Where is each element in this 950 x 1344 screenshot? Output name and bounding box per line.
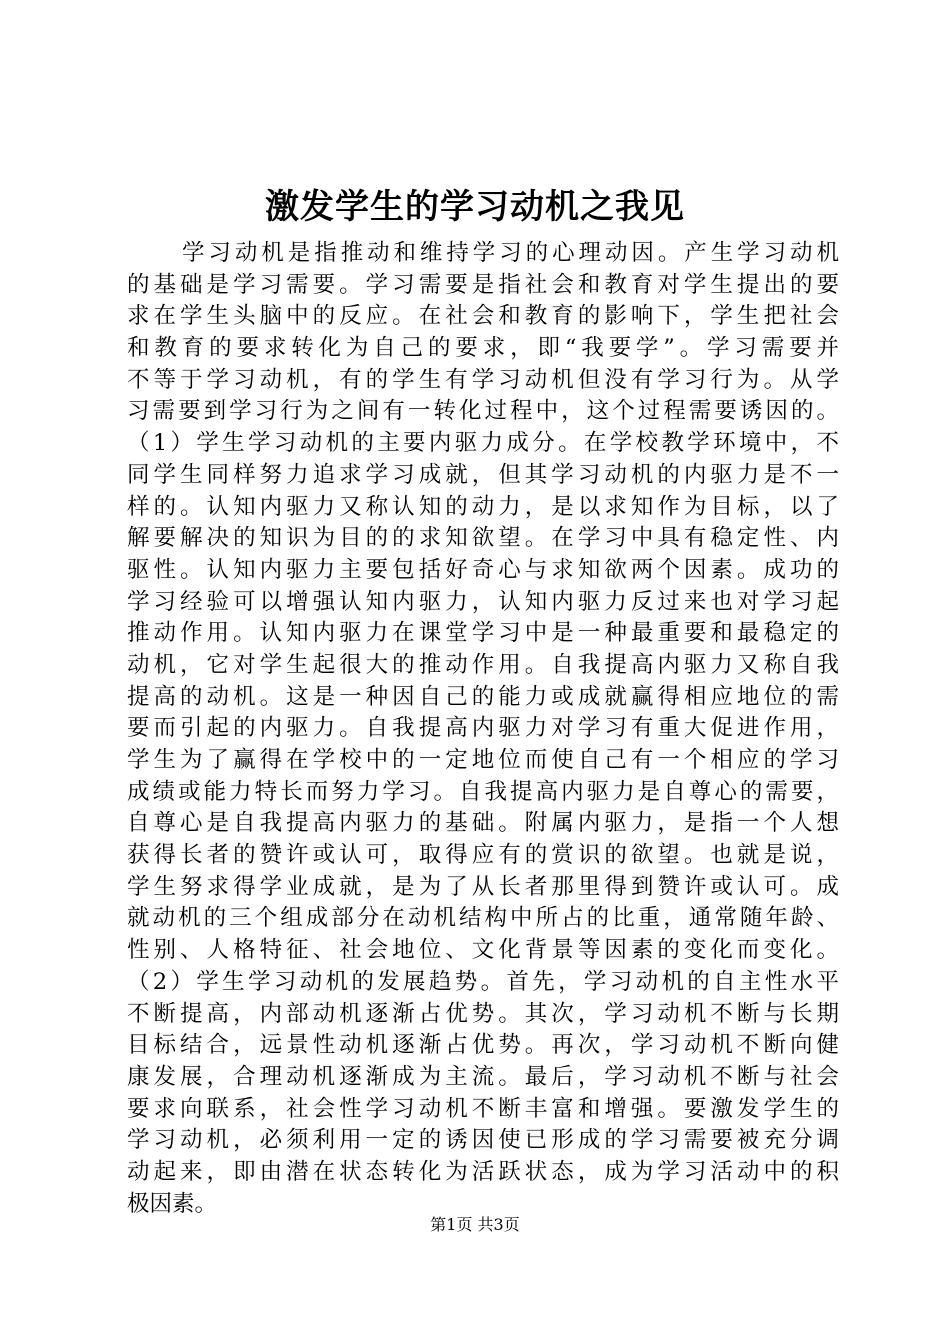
text-line: 成绩或能力特长而努力学习。自我提高内驱力是自尊心的需要， — [127, 778, 839, 805]
text-line: 动机，它对学生起很大的推动作用。自我提高内驱力又称自我 — [127, 651, 839, 678]
page-title: 激发学生的学习动机之我见 — [265, 187, 685, 227]
text-line: （2）学生学习动机的发展趋势。首先，学习动机的自主性水平 — [127, 968, 839, 995]
text-line: 推动作用。认知内驱力在课堂学习中是一种最重要和最稳定的 — [127, 620, 839, 647]
text-line: 极因素。 — [127, 1190, 218, 1217]
text-line: 获得长者的赞许或认可，取得应有的赏识的欲望。也就是说， — [127, 842, 839, 869]
text-line: 不等于学习动机，有的学生有学习动机但没有学习行为。从学 — [127, 366, 839, 393]
page-footer: 第1页 共3页 — [430, 1215, 520, 1234]
text-line: 学习动机，必须利用一定的诱因使已形成的学习需要被充分调 — [127, 1127, 839, 1154]
text-line: 驱性。认知内驱力主要包括好奇心与求知欲两个因素。成功的 — [127, 556, 839, 583]
text-line: 不断提高，内部动机逐渐占优势。其次，学习动机不断与长期 — [127, 1000, 839, 1027]
text-line: 性别、人格特征、社会地位、文化背景等因素的变化而变化。 — [127, 937, 839, 964]
text-line: 要而引起的内驱力。自我提高内驱力对学习有重大促进作用， — [127, 715, 839, 742]
text-line: 学生努求得学业成就，是为了从长者那里得到赞许或认可。成 — [127, 873, 839, 900]
text-line: 同学生同样努力追求学习成就，但其学习动机的内驱力是不一 — [127, 461, 839, 488]
body-text — [127, 238, 839, 1220]
text-line: 学习动机是指推动和维持学习的心理动因。产生学习动机 — [182, 240, 839, 266]
text-line: 解要解决的知识为目的的求知欲望。在学习中具有稳定性、内 — [127, 525, 839, 552]
text-line: 的基础是学习需要。学习需要是指社会和教育对学生提出的要 — [127, 271, 839, 298]
text-line: 要求向联系，社会性学习动机不断丰富和增强。要激发学生的 — [127, 1095, 839, 1122]
text-line: 康发展，合理动机逐渐成为主流。最后，学习动机不断与社会 — [127, 1063, 839, 1090]
text-line: 自尊心是自我提高内驱力的基础。附属内驱力，是指一个人想 — [127, 810, 839, 837]
text-line: 样的。认知内驱力又称认知的动力，是以求知作为目标，以了 — [127, 493, 839, 520]
text-line: 学习经验可以增强认知内驱力，认知内驱力反过来也对学习起 — [127, 588, 839, 615]
text-line: 提高的动机。这是一种因自己的能力或成就赢得相应地位的需 — [127, 683, 839, 710]
text-line: 动起来，即由潜在状态转化为活跃状态，成为学习活动中的积 — [127, 1158, 839, 1185]
text-line: 和教育的要求转化为自己的要求，即“我要学”。学习需要并 — [127, 335, 839, 362]
text-line: 目标结合，远景性动机逐渐占优势。再次，学习动机不断向健 — [127, 1032, 839, 1059]
text-line: 学生为了赢得在学校中的一定地位而使自己有一个相应的学习 — [127, 747, 839, 773]
text-line: 求在学生头脑中的反应。在社会和教育的影响下，学生把社会 — [127, 303, 839, 330]
text-line: 习需要到学习行为之间有一转化过程中，这个过程需要诱因的。 — [127, 398, 839, 425]
text-line: （1）学生学习动机的主要内驱力成分。在学校教学环境中，不 — [127, 430, 839, 457]
text-line: 就动机的三个组成部分在动机结构中所占的比重，通常随年龄、 — [127, 905, 839, 932]
